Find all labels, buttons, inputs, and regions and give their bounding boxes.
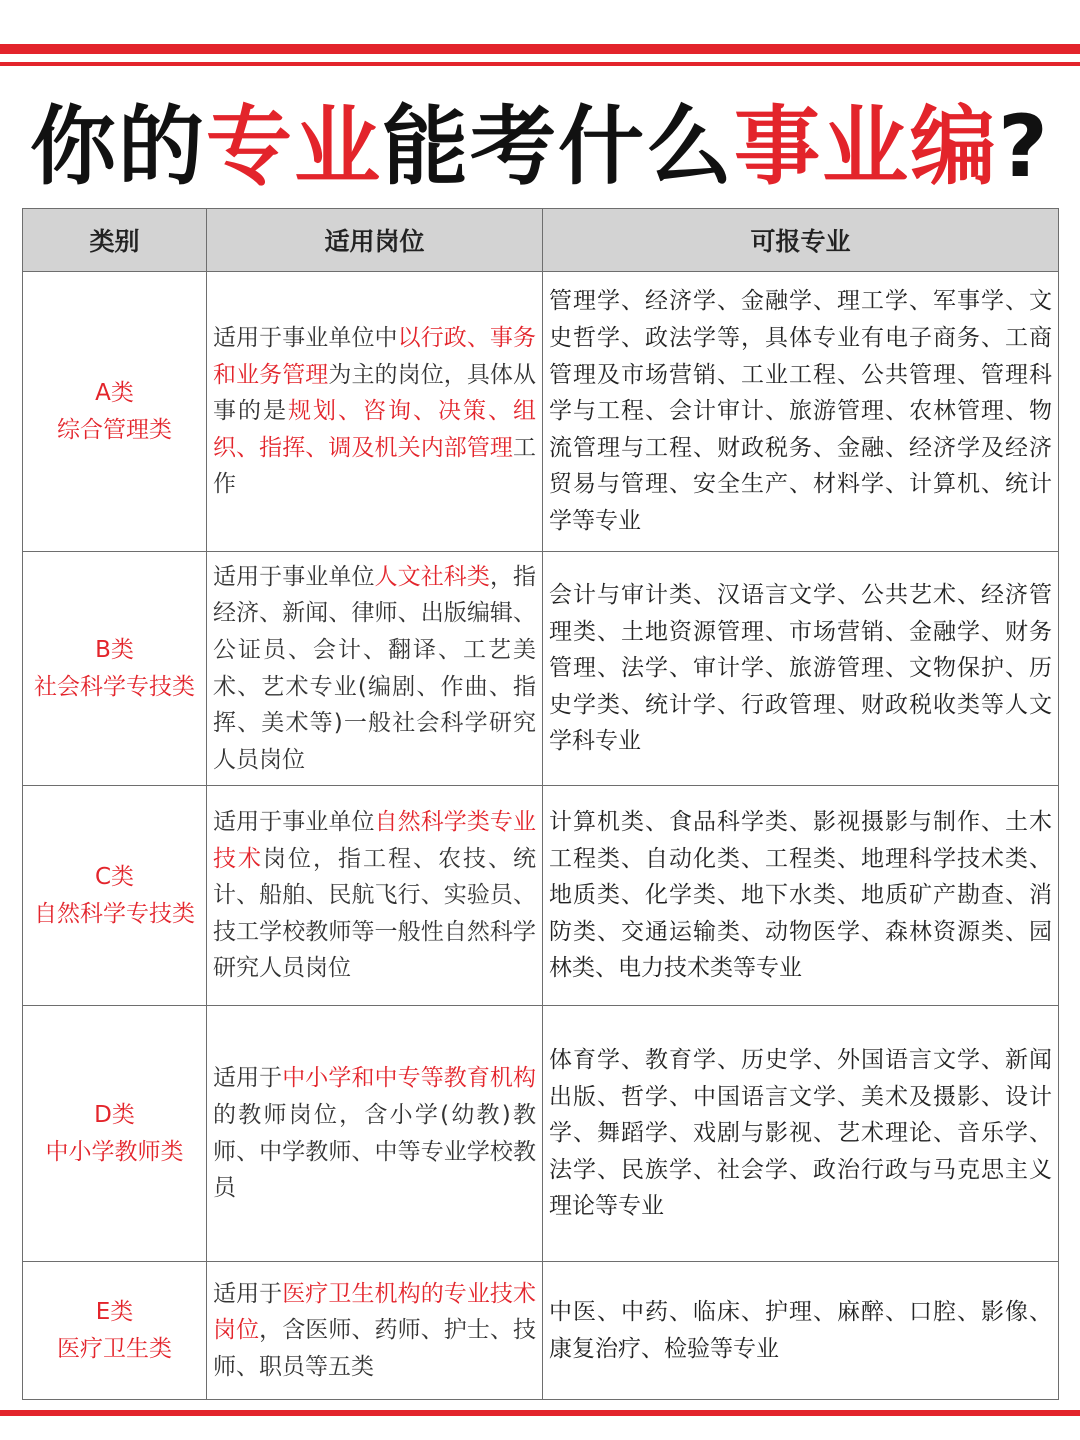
top-red-bar xyxy=(0,44,1080,54)
category-table xyxy=(22,208,1059,1400)
pos-highlight: 人文社科类 xyxy=(374,563,490,590)
category-cell-b xyxy=(23,552,207,786)
pos-text: 岗位，指工程、农技、统计、船舶、民航飞行、实验员、技工学校教师等一般性自然科学研究人员岗位 xyxy=(213,845,536,982)
majors-cell-c: 计算机类、食品科学类、影视摄影与制作、土木工程类、自动化类、工程类、地理科学技术类、地质类、化学类、地下水类、地质矿产勘查、消防类、交通运输类、动物医学、森林资源类、园林类、电力技术类等专业 xyxy=(543,786,1059,1006)
pos-highlight: 医疗卫生机构的专业技术岗位 xyxy=(213,1280,537,1344)
category-code: B类 xyxy=(95,636,134,663)
positions-cell-c xyxy=(207,786,543,1006)
title-part-1: 你的 xyxy=(30,97,207,197)
title-part-2: 专业 xyxy=(206,97,383,197)
majors-cell-a: 管理学、经济学、金融学、理工学、军事学、文史哲学、政法学等，具体专业有电子商务、工商管理及市场营销、工业工程、公共管理、管理科学与工程、会计审计、旅游管理、农林管理、物流管理与工程、财政税务、金融、经济学及经济贸易与管理、安全生产、材料学、计算机、统计学等专业 xyxy=(543,272,1059,552)
header-positions: 适用岗位 xyxy=(207,209,543,272)
pos-highlight: 自然科学类专业技术 xyxy=(213,809,537,872)
page-title xyxy=(0,92,1080,202)
majors-cell-e: 中医、中药、临床、护理、麻醉、口腔、影像、康复治疗、检验等专业 xyxy=(543,1262,1059,1400)
positions-cell-e xyxy=(207,1262,543,1400)
header-category: 类别 xyxy=(23,209,207,272)
table-row-e xyxy=(23,1262,1059,1400)
category-name: 社会科学专技类 xyxy=(34,673,195,700)
pos-text: 适用于事业单位 xyxy=(213,809,375,836)
category-name: 中小学教师类 xyxy=(45,1138,184,1165)
title-part-3: 能考什么 xyxy=(382,97,735,197)
top-red-thin-bar xyxy=(0,62,1080,66)
pos-text: 适用于事业单位 xyxy=(213,563,375,590)
table-header-row xyxy=(23,209,1059,272)
majors-cell-d: 体育学、教育学、历史学、外国语言文学、新闻出版、哲学、中国语言文学、美术及摄影、设计学、舞蹈学、戏剧与影视、艺术理论、音乐学、法学、民族学、社会学、政治行政与马克思主义理论等专业 xyxy=(543,1006,1059,1262)
table-row-a xyxy=(23,272,1059,552)
table-row-c xyxy=(23,786,1059,1006)
category-cell-e xyxy=(23,1262,207,1400)
bottom-red-bar xyxy=(0,1410,1080,1416)
category-cell-a xyxy=(23,272,207,552)
majors-cell-b: 会计与审计类、汉语言文学、公共艺术、经济管理类、土地资源管理、市场营销、金融学、财务管理、法学、审计学、旅游管理、文物保护、历史学类、统计学、行政管理、财政税收类等人文学科专业 xyxy=(543,552,1059,786)
category-code: E类 xyxy=(95,1298,134,1325)
pos-text: 的教师岗位，含小学(幼教)教师、中学教师、中等专业学校教员 xyxy=(213,1101,536,1202)
table-row-b xyxy=(23,552,1059,786)
category-code: C类 xyxy=(94,863,135,890)
table-row-d xyxy=(23,1006,1059,1262)
pos-text: 适用于 xyxy=(213,1280,283,1307)
pos-text: ，含医师、药师、护士、技师、职员等五类 xyxy=(213,1317,537,1380)
pos-highlight: 规划、咨询、决策、组织、指挥、调及机关内部管理 xyxy=(213,398,536,461)
category-name: 自然科学专技类 xyxy=(34,900,195,927)
pos-text: 工作 xyxy=(213,434,536,498)
title-part-5: ? xyxy=(998,97,1050,197)
category-name: 医疗卫生类 xyxy=(57,1335,172,1362)
header-majors: 可报专业 xyxy=(543,209,1059,272)
positions-cell-a xyxy=(207,272,543,552)
category-name: 综合管理类 xyxy=(57,416,172,443)
positions-cell-d xyxy=(207,1006,543,1262)
pos-text: 适用于 xyxy=(213,1065,283,1092)
category-cell-d xyxy=(23,1006,207,1262)
positions-cell-b xyxy=(207,552,543,786)
pos-highlight: 以行政、事务和业务管理 xyxy=(213,325,537,388)
pos-text: ，指经济、新闻、律师、出版编辑、公证员、会计、翻译、工艺美术、艺术专业(编剧、作曲、指挥、美术等)一般社会科学研究人员岗位 xyxy=(213,563,537,773)
category-cell-c xyxy=(23,786,207,1006)
pos-text: 为主的岗位，具体从事的是 xyxy=(213,361,537,425)
pos-text: 适用于事业单位中 xyxy=(213,325,398,352)
category-code: D类 xyxy=(94,1101,135,1128)
pos-highlight: 中小学和中专等教育机构 xyxy=(282,1065,537,1092)
title-part-4: 事业编 xyxy=(734,97,999,197)
category-code: A类 xyxy=(95,379,134,406)
